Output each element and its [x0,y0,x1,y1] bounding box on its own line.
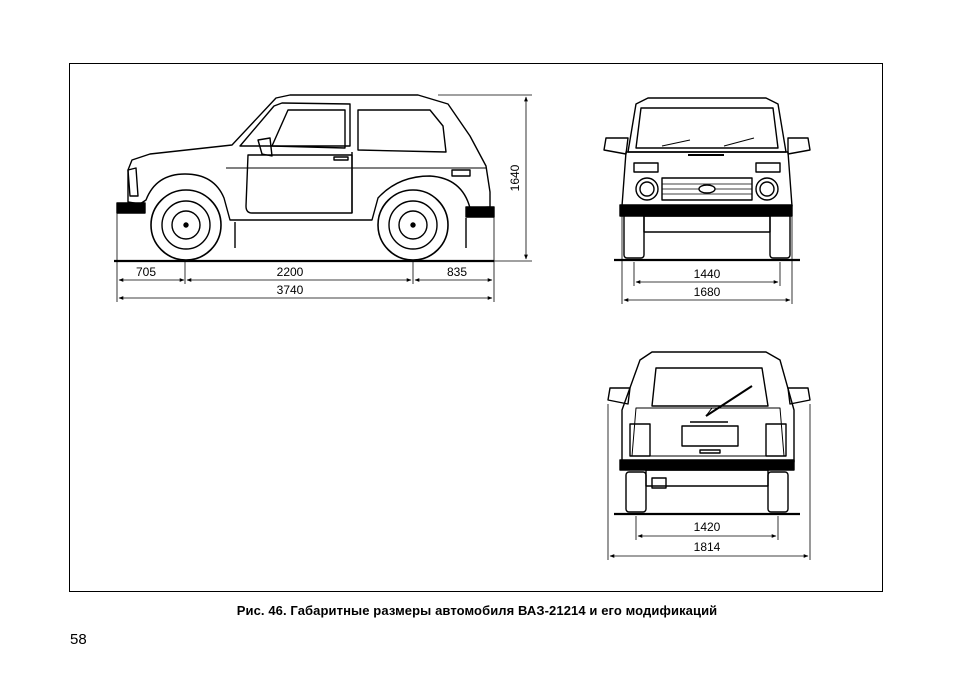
dim-rear-track: 1420 [693,520,721,534]
front-view-car [604,98,810,260]
dim-rear-overhang: 835 [446,265,468,279]
dim-front-track: 1440 [693,267,721,281]
side-view-car [114,95,494,261]
dim-front-width: 1680 [693,285,721,299]
dim-height: 1640 [508,164,522,192]
figure-caption: Рис. 46. Габаритные размеры автомобиля ВАЗ-21214 и его модификаций [236,603,718,618]
dim-overall-length: 3740 [276,283,304,297]
page-number: 58 [70,631,87,648]
dim-wheelbase: 2200 [276,265,304,279]
dim-rear-width: 1814 [693,540,721,554]
dim-front-overhang: 705 [135,265,157,279]
rear-view-dimensions [608,404,810,560]
side-view-dimensions [117,95,532,302]
rear-view-car [608,352,810,514]
